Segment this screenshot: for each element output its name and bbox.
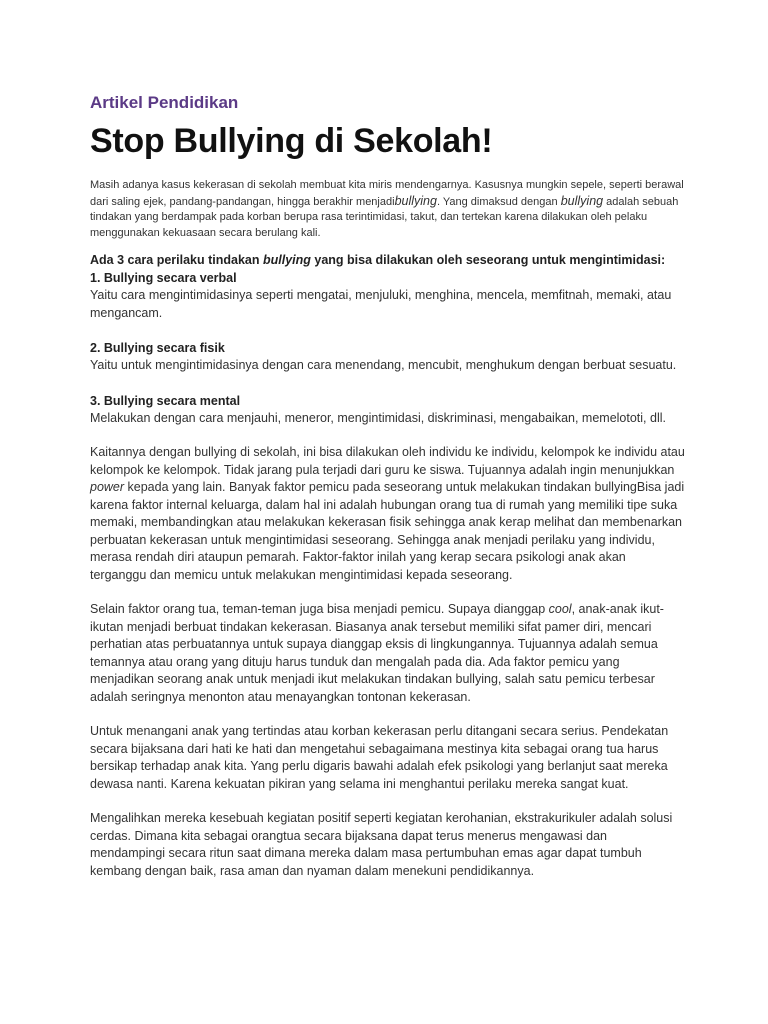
body-paragraph-4: Mengalihkan mereka kesebuah kegiatan positif seperti kegiatan kerohanian, ekstrakurikuler adalah solusi cerdas. Dimana kita sebagai orangtua secara bijaksana dapat terus menerus mengawasi dan mendampingi secara ritun saat dimana mereka dalam masa pertumbuhan emas agar dapat tumbuh kembang dengan baik, rasa aman dan nyaman dalam menekuni pendidikannya. — [90, 811, 673, 878]
intro-paragraph — [90, 178, 685, 241]
section-title: 2. Bullying secara fisik — [90, 341, 225, 355]
section-text: Melakukan dengan cara menjauhi, meneror, mengintimidasi, diskriminasi, mengabaikan, memelototi, dll. — [90, 410, 666, 425]
section-text: Yaitu cara mengintimidasinya seperti mengatai, menjuluki, menghina, mencela, memfitnah, memaki, atau mengancam. — [90, 288, 672, 320]
paragraph-emphasis: cool — [548, 602, 572, 616]
paragraph-emphasis: power — [90, 480, 125, 494]
intro-emphasis-2: bullying — [560, 193, 604, 208]
body-paragraph-1 — [90, 444, 685, 584]
section-physical — [90, 339, 685, 375]
section-title: 3. Bullying secara mental — [90, 393, 241, 408]
intro-text-3: adalah sebuah tindakan yang berdampak pada korban berupa rasa terintimidasi, takut, dan tertekan karena dilakukan oleh pelaku menggunakan kekuasaan secara berulang kali. — [90, 195, 679, 239]
section-title: 1. Bullying secara verbal — [90, 271, 237, 285]
body-paragraph-2 — [90, 601, 685, 706]
lead-text-1: Ada 3 cara perilaku tindakan — [90, 253, 263, 267]
lead-heading — [90, 251, 685, 269]
section-verbal — [90, 269, 685, 322]
intro-text-1: Masih adanya kasus kekerasan di sekolah membuat kita miris mendengarnya. Kasusnya mungkin sepele, seperti berawal dari saling ejek, pandang-pandangan, hingga berakhir menjadi — [90, 179, 684, 208]
section-text: Yaitu untuk mengintimidasinya dengan cara menendang, mencubit, menghukum dengan berbuat sesuatu. — [90, 358, 677, 372]
intro-emphasis-1: bullying — [394, 193, 437, 208]
lead-emphasis: bullying — [263, 253, 311, 267]
intro-text-2: . Yang dimaksud dengan — [436, 195, 561, 208]
paragraph-text: , anak-anak ikut-ikutan menjadi berbuat tindakan kekerasan. Biasanya anak tersebut memiliki sifat pamer diri, mencari perhatian atas perbuatannya untuk supaya dianggap eksis di lingkungannya. Tujuannya adalah semua temannya atau orang yang dituju harus tunduk dan mengalah pada dia. Ada faktor pemicu yang menjadikan seorang anak untuk menjadi ikut melakukan tindakan bullying, salah satu pemicu terbesar adalah seringnya menonton atau menayangkan tontonan kekerasan. — [90, 602, 664, 704]
paragraph-text: Selain faktor orang tua, teman-teman juga bisa menjadi pemicu. Supaya dianggap — [90, 602, 549, 616]
paragraph-text: kepada yang lain. Banyak faktor pemicu pada seseorang untuk melakukan tindakan bullyingBisa jadi karena faktor internal keluarga, dalam hal ini adalah hubungan orang tua di rumah yang memiliki tipe suka memaki, membandingkan atau melakukan kekerasan fisik sehingga anak kerap melihat dan membenarkan perbuatan kekerasan untuk mengintimidasi seseorang. Sehingga anak menjadi perilaku yang individu, merasa rendah diri ataupun pemarah. Faktor-faktor inilah yang kerap secara psikologi anak akan terganggu dan memicu untuk melakukan mengintimidasi kepada seseorang. — [90, 480, 685, 582]
article-title: Stop Bullying di Sekolah! — [90, 122, 493, 160]
article-category: Artikel Pendidikan — [90, 93, 239, 112]
body-paragraph-3: Untuk menangani anak yang tertindas atau korban kekerasan perlu ditangani secara serius. Pendekatan secara bijaksana dari hati ke hati dan mengetahui sebagaimana mestinya kita sebagai orang tua harus bersikap terhadap anak kita. Yang perlu digaris bawahi adalah efek psikologi yang berlanjut saat mereka dewasa nanti. Karena kekuatan pikiran yang selama ini menghantui perilaku mereka sangat kuat. — [90, 724, 669, 791]
paragraph-text: Kaitannya dengan bullying di sekolah, ini bisa dilakukan oleh individu ke individu, kelompok ke individu atau kelompok ke kelompok. Tidak jarang pula terjadi dari guru ke siswa. Tujuannya adalah ingin menunjukkan — [90, 445, 685, 477]
section-mental — [90, 392, 685, 428]
lead-text-2: yang bisa dilakukan oleh seseorang untuk mengintimidasi: — [310, 253, 666, 267]
article — [90, 92, 685, 897]
